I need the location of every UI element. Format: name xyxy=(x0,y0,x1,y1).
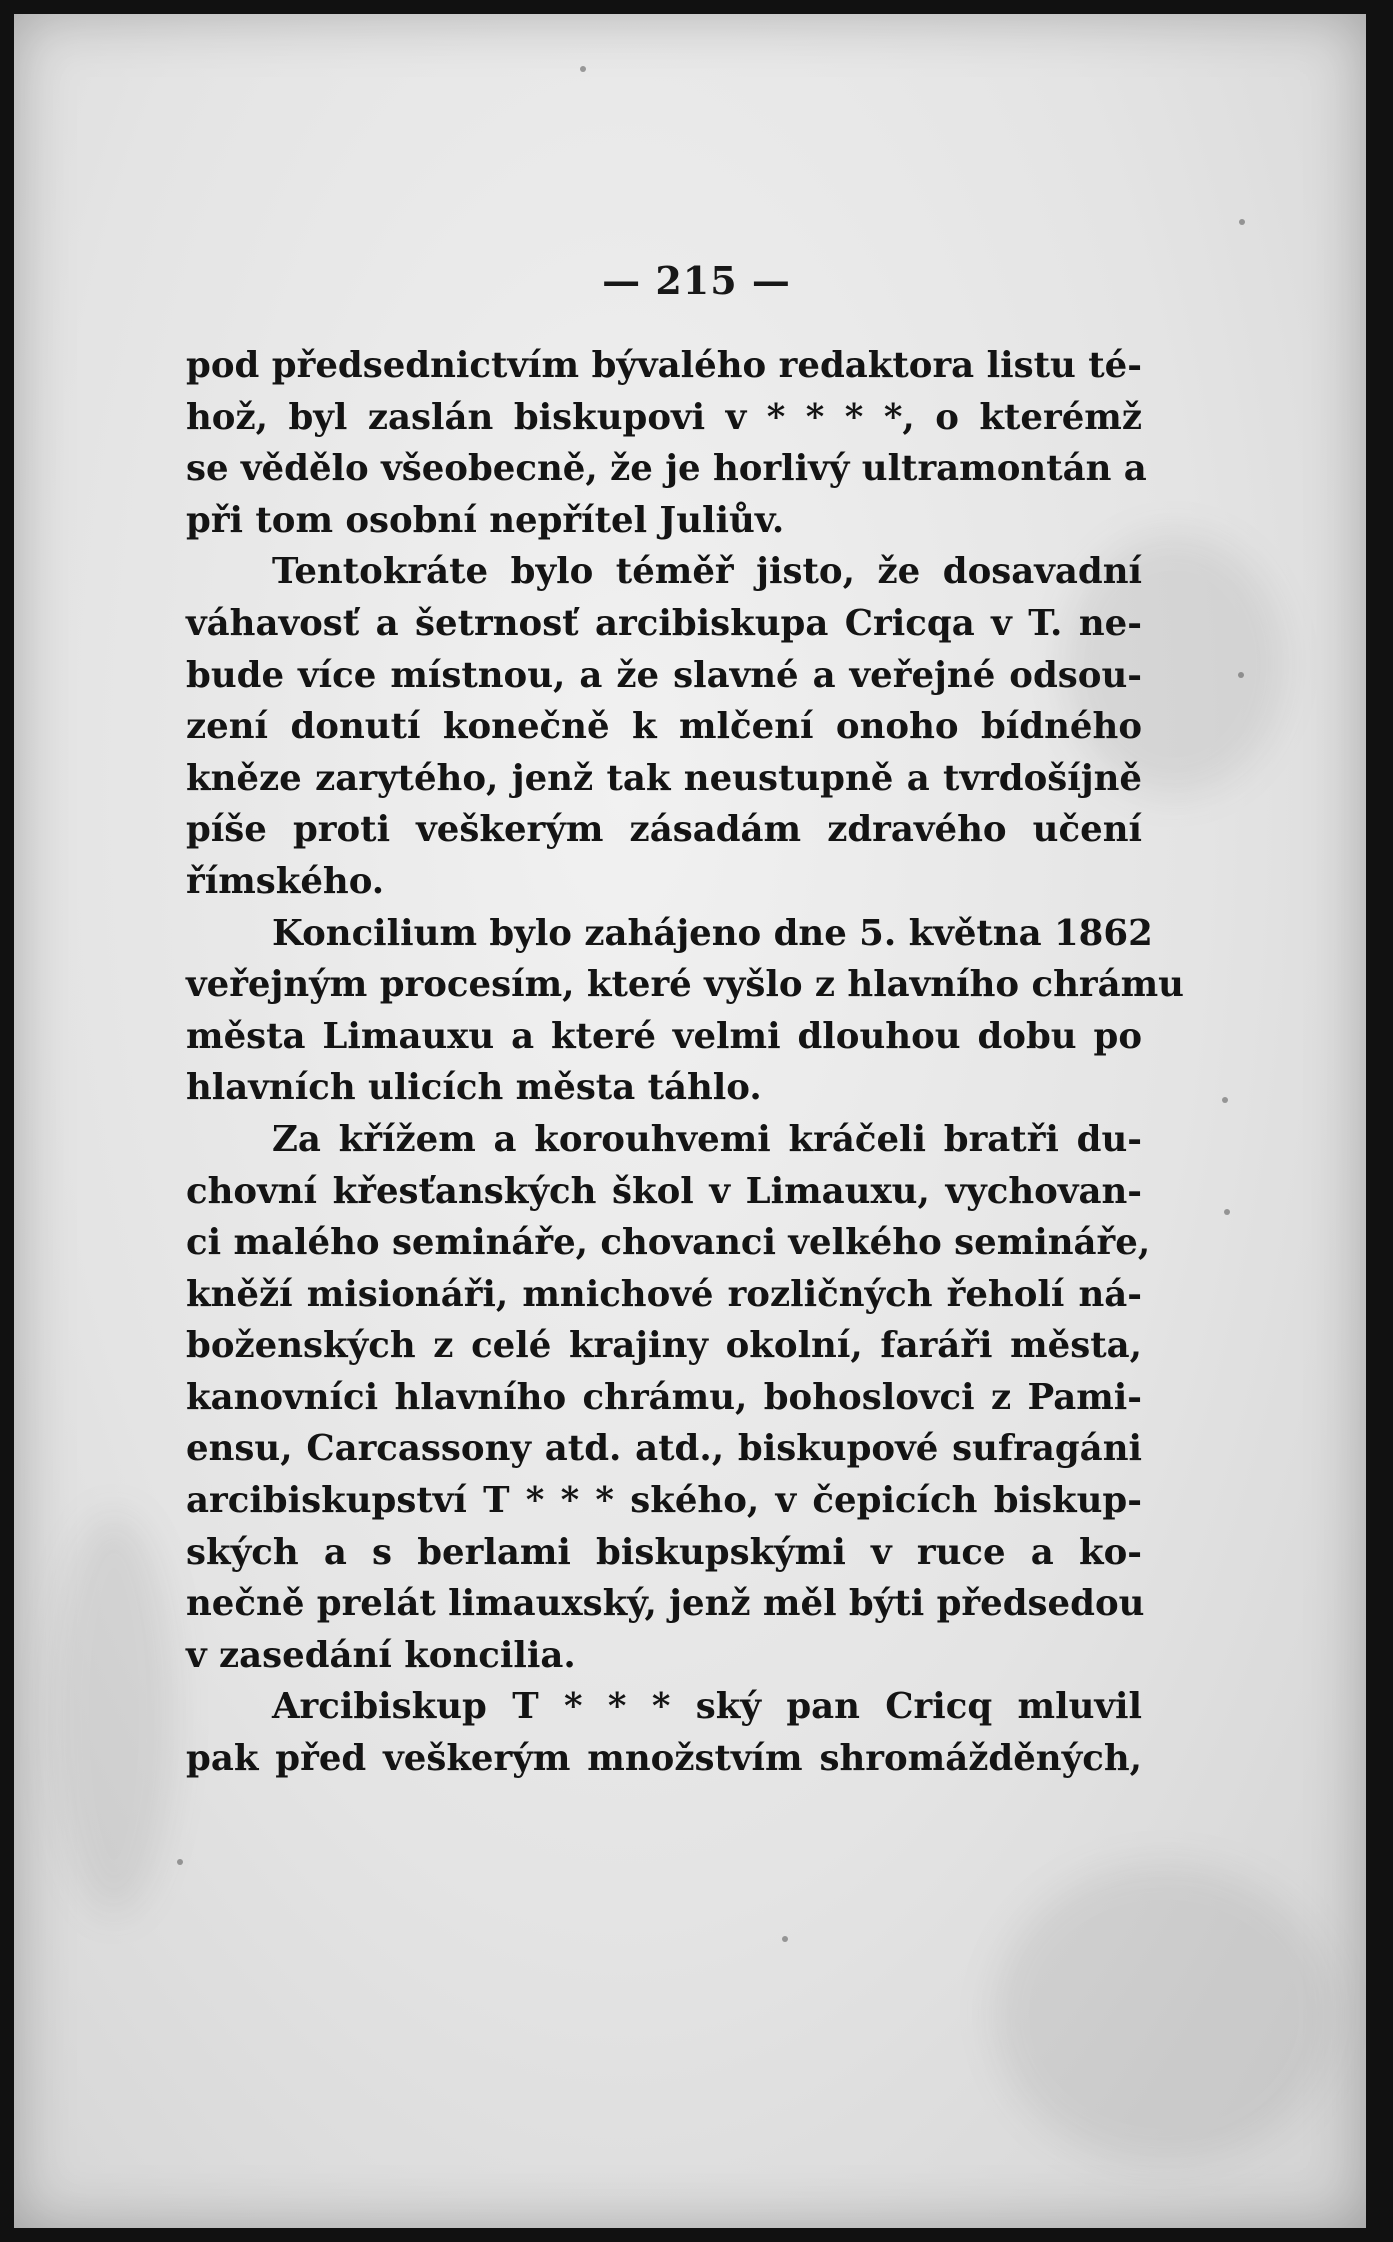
paper-speck xyxy=(782,1936,788,1942)
paragraph xyxy=(186,908,1184,1114)
paragraph xyxy=(186,1114,1151,1682)
paper-speck xyxy=(177,1859,183,1865)
text-line: pod předsednictvím bývalého redaktora listu té- xyxy=(186,345,1142,386)
text-line: bude více místnou, a že slavné a veřejné odsou- xyxy=(186,654,1142,696)
text-line: hlavních ulicích města táhlo. xyxy=(186,1067,762,1109)
paragraph xyxy=(186,546,1142,907)
paper-speck xyxy=(580,66,586,72)
paragraph xyxy=(186,1681,1142,1784)
text-line: píše proti veškerým zásadám zdravého učení xyxy=(186,809,1142,851)
text-line: se vědělo všeobecně, že je horlivý ultramontán a xyxy=(186,448,1147,490)
text-line: Arcibiskup T * * * ský pan Cricq mluvil xyxy=(272,1686,1142,1728)
text-line: ských a s berlami biskupskými v ruce a ko- xyxy=(186,1531,1142,1573)
text-line: Tentokráte bylo téměř jisto, že dosavadní xyxy=(272,551,1142,593)
text-line: kněží misionáři, mnichové rozličných řeholí ná- xyxy=(186,1273,1142,1315)
text-line: hož, byl zaslán biskupovi v * * * *, o kterémž xyxy=(186,396,1142,438)
text-line: kanovníci hlavního chrámu, bohoslovci z Pami- xyxy=(186,1376,1142,1418)
paper-speck xyxy=(1238,672,1244,678)
text-line: římského. xyxy=(186,860,385,902)
text-line: zení donutí konečně k mlčení onoho bídného xyxy=(186,706,1142,748)
text-line: ci malého semináře, chovanci velkého semináře, xyxy=(186,1222,1151,1264)
text-line: pak před veškerým množstvím shromážděných, xyxy=(186,1738,1142,1780)
paragraph xyxy=(186,340,1147,546)
paper-speck xyxy=(1224,1209,1230,1215)
text-line: arcibiskupství T * * * ského, v čepicích biskup- xyxy=(186,1480,1142,1522)
paper-stain xyxy=(54,1514,174,1914)
paper-speck xyxy=(1239,219,1245,225)
text-line: Koncilium bylo zahájeno dne 5. května 1862 xyxy=(272,912,1153,954)
text-line: ensu, Carcassony atd. atd., biskupové sufragáni xyxy=(186,1428,1142,1470)
text-line: města Limauxu a které velmi dlouhou dobu po xyxy=(186,1015,1142,1057)
text-line: v zasedání koncilia. xyxy=(186,1634,576,1676)
text-line: nečně prelát limauxský, jenž měl býti předsedou xyxy=(186,1583,1145,1625)
paper-stain xyxy=(994,1864,1334,2164)
text-line: Za křížem a korouhvemi kráčeli bratři du- xyxy=(272,1118,1142,1160)
text-line: boženských z celé krajiny okolní, faráři města, xyxy=(186,1325,1142,1367)
text-line: veřejným procesím, které vyšlo z hlavního chrámu xyxy=(186,964,1184,1006)
text-line: chovní křesťanských škol v Limauxu, vychovan- xyxy=(186,1170,1142,1212)
text-line: při tom osobní nepřítel Juliův. xyxy=(186,499,785,541)
text-line: váhavosť a šetrnosť arcibiskupa Cricqa v T. ne- xyxy=(186,602,1142,644)
paper-speck xyxy=(1222,1097,1228,1103)
text-line: kněze zarytého, jenž tak neustupně a tvrdošíjně xyxy=(186,757,1142,799)
page-number: — 215 — xyxy=(602,258,791,303)
body-text xyxy=(186,340,1184,1785)
